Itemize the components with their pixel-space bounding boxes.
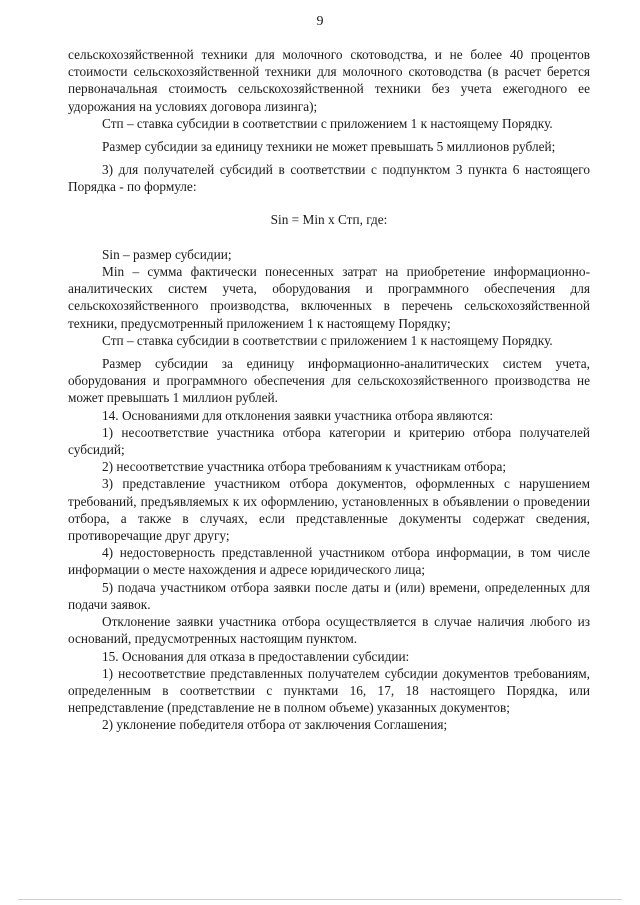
page-bottom-edge <box>18 899 622 900</box>
page-number: 9 <box>316 14 324 29</box>
paragraph: 2) несоответствие участника отбора требованиям к участникам отбора; <box>102 459 507 475</box>
paragraph: сельскохозяйственной техники для молочного скотоводства, и не более 40 процентов стоимости сельскохозяйственной техники для молочного скотоводства (в расчет берется первоначальная стоимость сельскохозяйственной техники без учета ежегодного ее удорожания на условиях договора лизинга); <box>68 47 590 114</box>
document-body <box>68 46 590 734</box>
paragraph: Min – сумма фактически понесенных затрат на приобретение информационно-аналитических систем учета, оборудования и программного обеспечения для сельскохозяйственного производства, включенных в перечень сельскохозяйственной техники, предусмотренный приложением 1 к настоящему Порядку; <box>68 264 590 331</box>
paragraph: 15. Основания для отказа в предоставлении субсидии: <box>102 648 410 664</box>
paragraph: Размер субсидии за единицу техники не может превышать 5 миллионов рублей; <box>102 139 556 155</box>
paragraph: 2) уклонение победителя отбора от заключения Соглашения; <box>102 717 448 733</box>
paragraph: Sin – размер субсидии; <box>102 246 232 262</box>
paragraph: Размер субсидии за единицу информационно-аналитических систем учета, оборудования и программного обеспечения для сельскохозяйственного производства не может превышать 1 миллион рублей. <box>68 356 590 406</box>
paragraph: Стп – ставка субсидии в соответствии с приложением 1 к настоящему Порядку. <box>102 332 553 348</box>
paragraph: 1) несоответствие представленных получателем субсидии документов требованиям, определенным в соответствии с пунктами 16, 17, 18 настоящего Порядка, или непредставление (представление не в полном объеме) указанных документов; <box>68 665 590 716</box>
paragraph: Отклонение заявки участника отбора осуществляется в случае наличия любого из оснований, предусмотренных настоящим пунктом. <box>68 614 590 647</box>
paragraph: 1) несоответствие участника отбора категории и критерию отбора получателей субсидий; <box>68 424 590 458</box>
paragraph: Стп – ставка субсидии в соответствии с приложением 1 к настоящему Порядку. <box>102 115 553 131</box>
paragraph: 3) для получателей субсидий в соответствии с подпунктом 3 пункта 6 настоящего Порядка - по формуле: <box>68 162 590 195</box>
formula: Sin = Min x Стп, где: <box>270 211 388 227</box>
paragraph: 14. Основаниями для отклонения заявки участника отбора являются: <box>102 407 494 423</box>
paragraph: 4) недостоверность представленной участником отбора информации, в том числе информации о месте нахождения и адресе юридического лица; <box>68 545 590 578</box>
paragraph: 5) подача участником отбора заявки после даты и (или) времени, определенных для подачи заявок. <box>68 579 590 612</box>
paragraph: 3) представление участником отбора документов, оформленных с нарушением требований, предъявляемых к их оформлению, установленных в объявлении о проведении отбора, а также в случаях, если представленные документы содержат сведения, противоречащие друг другу; <box>68 476 590 544</box>
